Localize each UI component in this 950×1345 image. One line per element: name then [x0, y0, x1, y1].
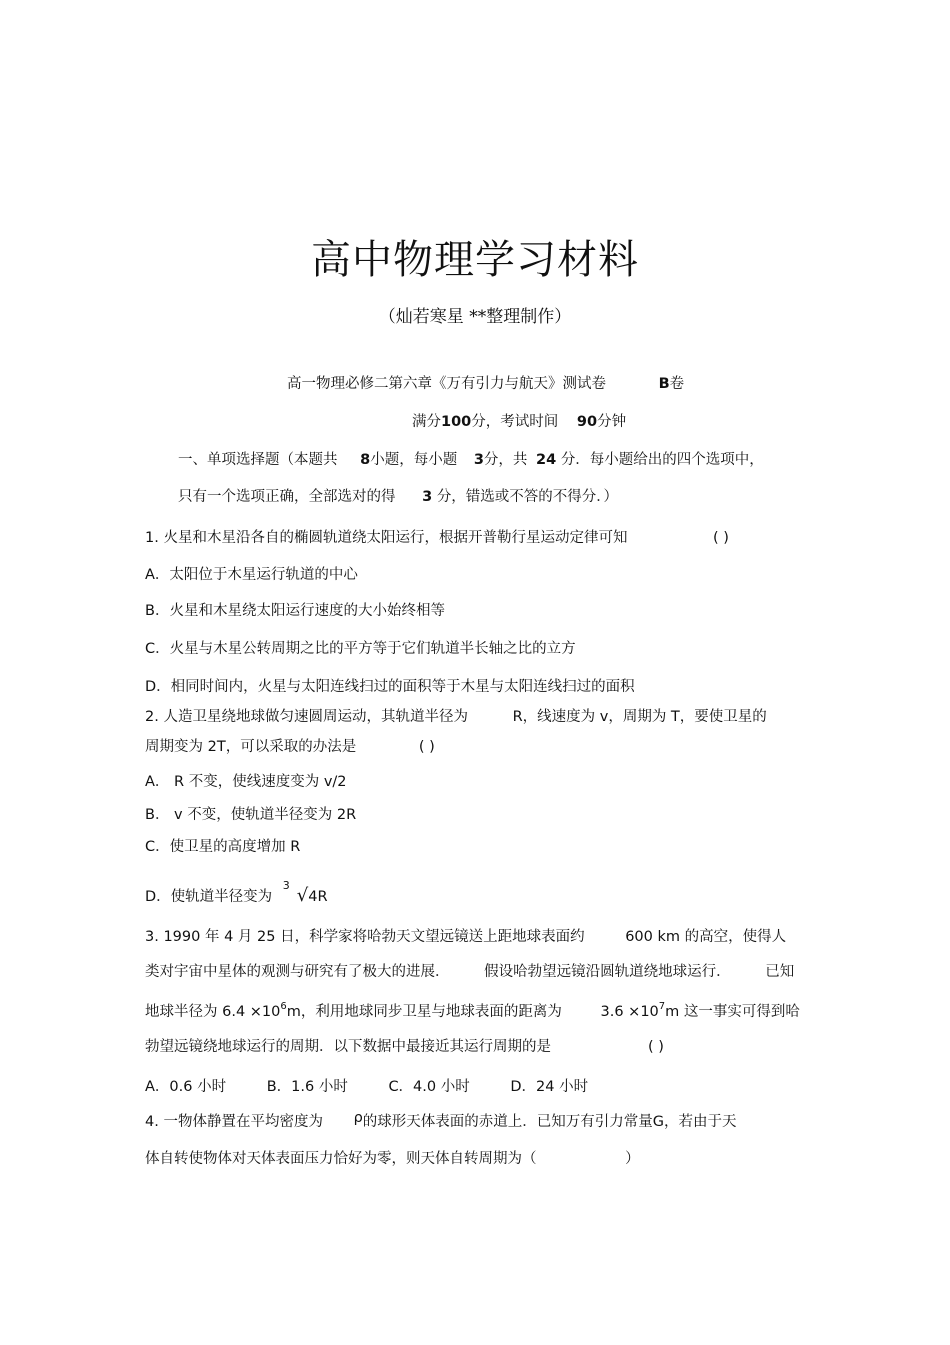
instr-text: 分，错选或不答的不得分．）: [436, 489, 619, 505]
instr-text: 分，共: [483, 452, 528, 468]
full-points: 3: [422, 489, 433, 505]
q3-line1: [145, 928, 786, 946]
q1-option-b: B．火星和木星绕太阳运行速度的大小始终相等: [145, 603, 445, 619]
instr-text: 一、单项选择题（本题共: [178, 452, 338, 468]
points-per-question: 3: [473, 452, 484, 468]
exam-volume: B: [658, 376, 670, 392]
q1-answer-paren: ( ): [713, 530, 729, 546]
q3-answer-paren: ( ): [648, 1039, 664, 1055]
q2-option-a: A． R 不变，使线速度变为 v/2: [145, 774, 347, 790]
time-suffix: 分钟: [597, 414, 627, 430]
cube-root-expression: [282, 879, 328, 906]
q4-text: 4. 一物体静置在平均密度为: [145, 1114, 323, 1130]
q3-text: m，利用地球同步卫星与地球表面的距离为: [286, 1004, 562, 1020]
q2-option-c: C．使卫星的高度增加 R: [145, 839, 301, 855]
q3-option-a: A．0.6 小时: [145, 1079, 227, 1095]
q3-text: 勃望远镜绕地球运行的周期．以下数据中最接近其运行周期的是: [145, 1039, 551, 1055]
q2-stem-line1: [145, 708, 767, 726]
q4-line1: [145, 1110, 737, 1131]
page-title: 高中物理学习材料: [311, 237, 639, 283]
q1-option-c: C．火星与木星公转周期之比的平方等于它们轨道半长轴之比的立方: [145, 641, 576, 657]
score-mid: 分，考试时间: [471, 414, 559, 430]
q3-line3: [145, 1003, 800, 1021]
exam-meta: [412, 413, 626, 431]
exponent: 6: [280, 1001, 287, 1012]
q1-stem: 1. 火星和木星沿各自的椭圆轨道绕太阳运行，根据开普勒行星运动定律可知: [145, 530, 628, 546]
section-instructions-line1: [178, 451, 764, 469]
q3-option-d: D．24 小时: [510, 1079, 589, 1095]
radicand: 4R: [308, 889, 328, 905]
section-instructions-line2: [178, 488, 618, 506]
q3-option-c: C．4.0 小时: [388, 1079, 470, 1095]
q3-text: 假设哈勃望远镜沿圆轨道绕地球运行．: [484, 964, 731, 980]
exam-volume-suffix: 卷: [669, 376, 685, 392]
total-points: 24: [536, 452, 557, 468]
q3-text: 已知: [765, 964, 795, 980]
q3-text: 600 km 的高空，使得人: [625, 929, 787, 945]
q2-option-d-label: D．使轨道半径变为: [145, 889, 273, 905]
exam-title: [287, 375, 684, 393]
q2-option-d: [145, 879, 328, 906]
q3-text: 3. 1990 年 4 月 25 日，科学家将哈勃天文望远镜送上距地球表面约: [145, 929, 585, 945]
time-value: 90: [576, 414, 598, 430]
q4-line2: [145, 1150, 640, 1168]
q2-stem-text: R，线速度为 v，周期为 T，要使卫星的: [512, 709, 767, 725]
score-value: 100: [441, 414, 472, 430]
q2-answer-paren: ( ): [418, 739, 435, 755]
page-subtitle: （灿若寒星 **整理制作）: [378, 307, 572, 327]
q2-stem-text: 2. 人造卫星绕地球做匀速圆周运动，其轨道半径为: [145, 709, 468, 725]
q4-text: 体自转使物体对天体表面压力恰好为零，则天体自转周期为（: [145, 1151, 537, 1167]
q3-text: 地球半径为 6.4 ×10: [145, 1004, 281, 1020]
q2-option-b: B． v 不变，使轨道半径变为 2R: [145, 807, 357, 823]
q3-text: 3.6 ×10: [600, 1004, 659, 1020]
score-prefix: 满分: [412, 414, 441, 430]
root-index: 3: [282, 879, 290, 892]
q3-options: [145, 1078, 588, 1096]
question-count: 8: [360, 452, 371, 468]
q3-line2: [145, 963, 794, 981]
q3-line4: [145, 1038, 551, 1056]
density-symbol: ρ: [353, 1110, 363, 1126]
instr-text: 分．每小题给出的四个选项中，: [560, 452, 764, 468]
q4-text: 的球形天体表面的赤道上．已知万有引力常量G，若由于天: [362, 1114, 737, 1130]
q1-option-d: D．相同时间内，火星与太阳连线扫过的面积等于木星与太阳连线扫过的面积: [145, 679, 635, 695]
exponent: 7: [658, 1001, 666, 1012]
q2-stem-text: 周期变为 2T，可以采取的办法是: [145, 739, 357, 755]
instr-text: 小题，每小题: [370, 452, 458, 468]
q2-stem-line2: [145, 738, 435, 756]
radical-sign: √: [296, 885, 309, 906]
q3-option-b: B．1.6 小时: [266, 1079, 348, 1095]
q3-text: 类对宇宙中星体的观测与研究有了极大的进展．: [145, 964, 450, 980]
instr-text: 只有一个选项正确，全部选对的得: [178, 489, 396, 505]
q1-option-a: A．太阳位于木星运行轨道的中心: [145, 567, 358, 583]
q4-answer-paren-close: ）: [625, 1151, 640, 1167]
exam-name: 高一物理必修二第六章《万有引力与航天》测试卷: [287, 376, 606, 392]
q3-text: m 这一事实可得到哈: [665, 1004, 800, 1020]
